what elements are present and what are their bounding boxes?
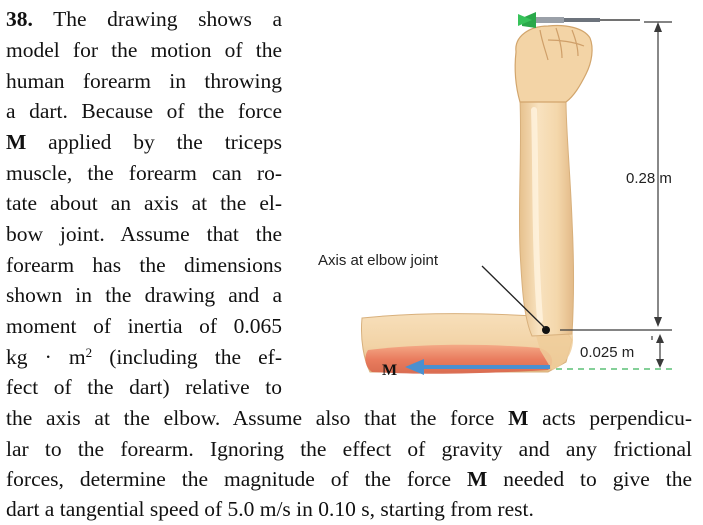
text-line-17: dart a tangential speed of 5.0 m/s in 0.10 s, starting from rest. (6, 497, 534, 521)
text-line-13: fect of the dart) relative to (6, 375, 282, 399)
text-line-1: 38. The drawing shows a (6, 7, 282, 31)
text-line-15: lar to the forearm. Ignoring the effect of gravity and any frictional (6, 437, 692, 461)
text-line-14: the axis at the elbow. Assume also that the force M acts perpendicu- (6, 406, 692, 430)
text-line-8: bow joint. Assume that the (6, 222, 282, 246)
dart (518, 12, 640, 28)
forearm (519, 100, 573, 336)
text-line-6: muscle, the forearm can ro- (6, 161, 282, 185)
force-label: M (382, 362, 398, 379)
hand (515, 26, 592, 103)
axis-point (542, 326, 550, 334)
height-label: 0.28 m (626, 170, 672, 187)
text-line-5: M applied by the triceps (6, 130, 282, 154)
offset-label: 0.025 m (580, 344, 635, 361)
text-line-4: a dart. Because of the force (6, 99, 282, 123)
problem-number: 38. (6, 7, 33, 31)
text-line-11: moment of inertia of 0.065 (6, 314, 282, 338)
text-line-16: forces, determine the magnitude of the force M needed to give the (6, 467, 692, 491)
text-line-7: tate about an axis at the el- (6, 191, 282, 215)
text-line-12: kg · $m^2$ (including the ef- (6, 345, 282, 369)
axis-label: Axis at elbow joint (318, 252, 439, 269)
text-line-2: model for the motion of the (6, 38, 282, 62)
text-line-10: shown in the drawing and a (6, 283, 282, 307)
text-line-3: human forearm in throwing (6, 69, 282, 93)
text-line-9: forearm has the dimensions (6, 253, 282, 277)
